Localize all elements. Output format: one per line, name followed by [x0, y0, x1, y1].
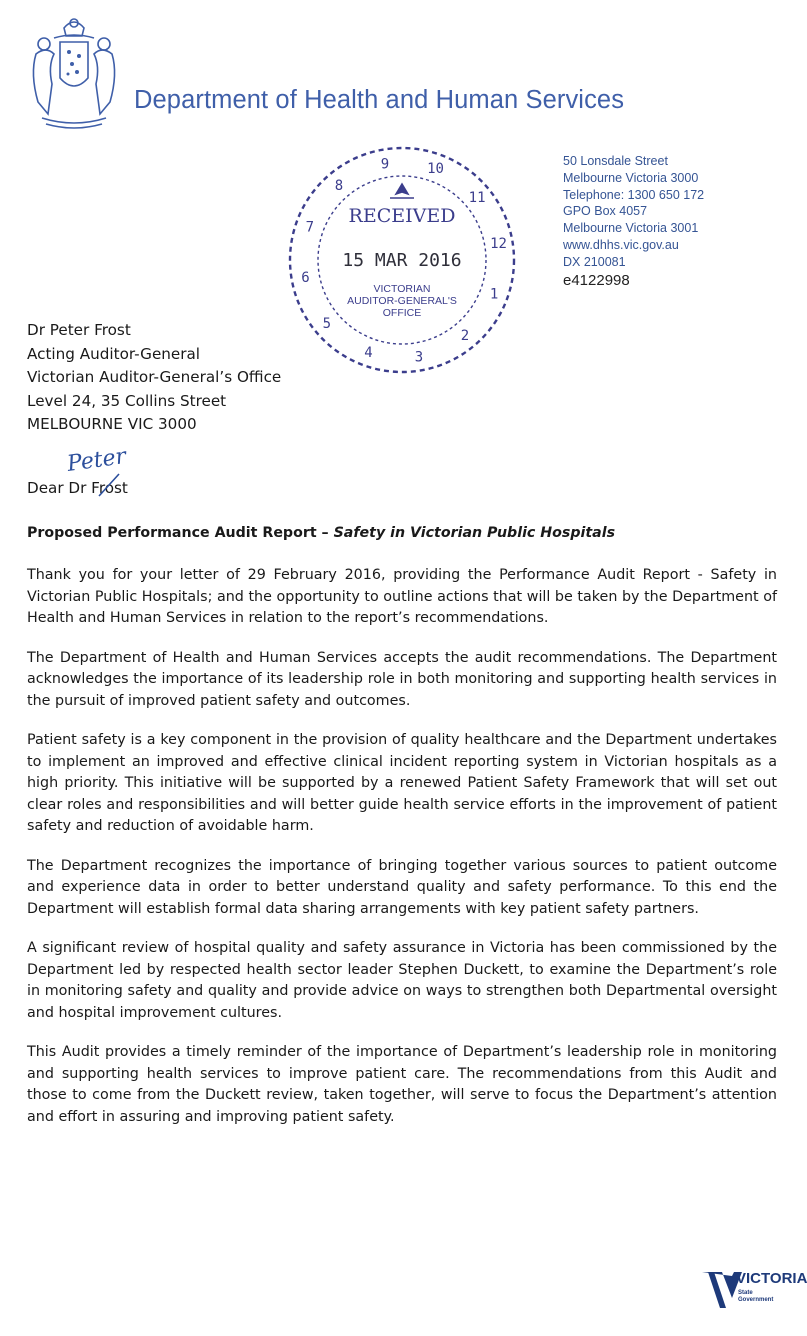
- address-line: GPO Box 4057: [563, 204, 648, 219]
- recipient-line: Victorian Auditor-General’s Office: [27, 368, 282, 386]
- handwritten-strike: [95, 472, 123, 498]
- stamp-office-line-1: VICTORIAN: [373, 283, 431, 295]
- address-line: DX 210081: [563, 254, 626, 269]
- address-block: [563, 153, 704, 271]
- stamp-clock-number: 3: [414, 349, 424, 366]
- stamp-office-line-2: AUDITOR-GENERAL'S: [347, 295, 457, 307]
- subject-line: [27, 525, 615, 541]
- recipient-block: [27, 319, 281, 437]
- stamp-clock-number: 2: [460, 328, 470, 345]
- stamp-clock-number: 6: [301, 270, 310, 286]
- stamp-clock-number: 1: [489, 286, 499, 303]
- reference-number: e4122998: [563, 272, 630, 289]
- website-link[interactable]: www.dhhs.vic.gov.au: [563, 237, 679, 252]
- handwritten-name: Peter: [65, 444, 128, 477]
- body-paragraph: The Department recognizes the importance of bringing together various sources to patient outcome and experience data in order to better understand quality and safety performance. To this end the Department will establish formal data sharing arrangements with key patient safety partners.: [27, 857, 777, 917]
- stamp-office-line-3: OFFICE: [382, 307, 422, 319]
- victoria-logo-word: VICTORIA: [736, 1270, 807, 1287]
- subject-title: Safety in Victorian Public Hospitals: [333, 525, 616, 541]
- recipient-line: Level 24, 35 Collins Street: [27, 391, 227, 410]
- stamp-clock-number: 4: [364, 345, 373, 362]
- received-stamp: [282, 140, 522, 380]
- body-paragraph: This Audit provides a timely reminder of the importance of Department’s leadership role in monitoring and supporting health services to improve patient care. The recommendations from this Audit and those to come from the Duckett review, taken together, will serve to focus the Department’s attention and effort in assuring and improving patient safety.: [27, 1044, 777, 1125]
- stamp-date: 15 MAR 2016: [342, 250, 462, 271]
- recipient-line: MELBOURNE VIC 3000: [27, 415, 197, 433]
- body-paragraph: A significant review of hospital quality and safety assurance in Victoria has been commissioned by the Department led by respected health sector leader Stephen Duckett, to examine the Department’s role in monitoring safety and quality and provide advice on ways to strengthen both Departmental oversight and hospital improvement cultures.: [27, 940, 777, 1021]
- body-paragraph: The Department of Health and Human Services accepts the audit recommendations. The Department acknowledges the importance of its leadership role in both monitoring and supporting health services in the pursuit of improved patient safety and outcomes.: [27, 649, 777, 709]
- stamp-clock-number: 8: [334, 177, 344, 194]
- address-line: Melbourne Victoria 3001: [563, 221, 699, 236]
- address-line: Melbourne Victoria 3000: [563, 170, 699, 185]
- subject-prefix: Proposed Performance Audit Report –: [27, 525, 334, 541]
- stamp-clock-number: 7: [305, 219, 315, 236]
- body-paragraph: Thank you for your letter of 29 February 2016, providing the Performance Audit Report - Safety in Victorian Public Hospitals; and the opportunity to outline actions that will be taken by the Department of Health and Human Services in relation to the report’s recommendations.: [27, 567, 777, 626]
- stamp-clock-number: 12: [490, 236, 507, 252]
- stamp-received: RECEIVED: [348, 205, 456, 227]
- stamp-clock-number: 9: [380, 156, 390, 173]
- recipient-line: Dr Peter Frost: [27, 321, 131, 339]
- phone-line: Telephone: 1300 650 172: [563, 187, 705, 202]
- stamp-clock-number: 10: [427, 160, 444, 177]
- letter-body: [27, 565, 777, 1146]
- stamp-clock-number: 11: [468, 190, 486, 206]
- body-paragraph: Patient safety is a key component in the provision of quality healthcare and the Department undertakes to implement an improved and effective clinical incident reporting system in Victorian hospitals as a high priority. This initiative will be supported by a renewed Patient Safety Framework that will set out clear roles and responsibilities and will better guide health service efforts in the improvement of patient safety and reduction of avoidable harm.: [27, 732, 777, 834]
- victoria-logo-subtitle: State Government: [738, 1290, 774, 1303]
- recipient-line: Acting Auditor-General: [27, 344, 201, 363]
- victoria-coat-of-arms-icon: [24, 14, 124, 132]
- stamp-clock-number: 5: [322, 316, 332, 332]
- salutation: Dear Dr Frost: [27, 479, 128, 497]
- department-name: Department of Health and Human Services: [134, 86, 625, 114]
- address-line: 50 Lonsdale Street: [563, 154, 668, 168]
